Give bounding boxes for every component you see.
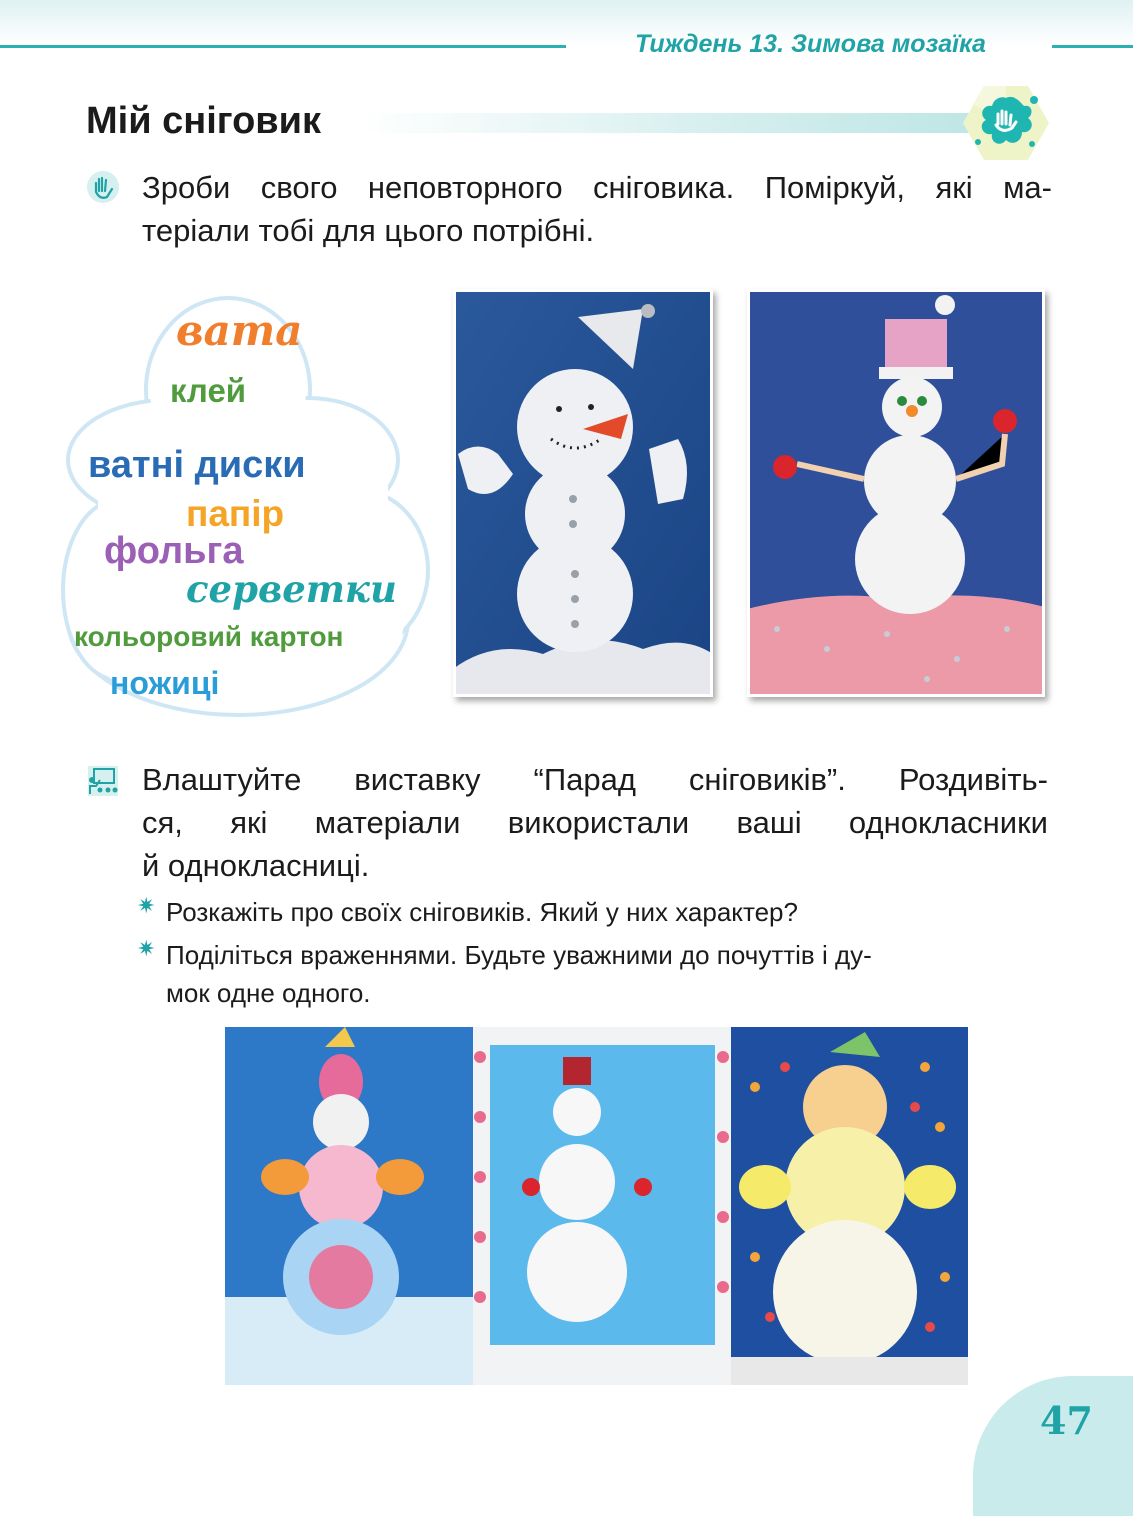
bullet-2-line2: мок одне одного. (166, 978, 371, 1008)
snowman-photo-napkins (747, 289, 1045, 697)
material-scissors: ножиці (110, 665, 220, 701)
material-cotton-pads: ватні диски (88, 444, 306, 486)
section-title: Мій сніговик (86, 100, 322, 142)
material-klei: клей (170, 372, 247, 409)
bullet-star-icon: ✷ (137, 936, 156, 961)
task1-line2: теріали тобі для цього потрібні. (142, 213, 595, 248)
page-corner (973, 1376, 1133, 1516)
header-rule-right (1052, 45, 1133, 48)
material-color-cardboard: кольоровий картон (74, 621, 344, 652)
page-number: 47 (1040, 1398, 1093, 1443)
task2-line3: й однокласниці. (142, 848, 370, 883)
task2-line2: ся, які матеріали використали ваші однокласники (142, 805, 1048, 840)
art-splash-icon (962, 84, 1050, 162)
material-paper: папір (186, 493, 285, 534)
header-rule-left (0, 45, 566, 48)
bullet-2 (166, 936, 1036, 1012)
snowman-photo-cotton-pads (453, 289, 713, 697)
hand-icon (86, 170, 120, 204)
bullet-2-line1: Поділіться враженнями. Будьте уважними до почуттів і ду- (166, 940, 872, 970)
task1-line1: Зроби свого неповторного сніговика. Поміркуй, які ма- (142, 170, 1052, 205)
bullet-star-icon: ✷ (137, 893, 156, 918)
material-napkins: серветки (186, 567, 397, 611)
task2-line1: Влаштуйте виставку “Парад сніговиків”. Роздивіть- (142, 762, 1048, 797)
bullet-1: Розкажіть про своїх сніговиків. Який у них характер? (166, 897, 798, 927)
task2-text (142, 758, 1048, 887)
snowman-parade-photo (225, 1027, 968, 1385)
title-decor-bar (360, 113, 970, 133)
class-presentation-icon (86, 764, 120, 798)
task1-text (142, 166, 1052, 252)
running-header: Тиждень 13. Зимова мозаїка (635, 30, 986, 58)
material-vata: вата (176, 306, 303, 355)
material-foil: фольга (104, 530, 244, 572)
